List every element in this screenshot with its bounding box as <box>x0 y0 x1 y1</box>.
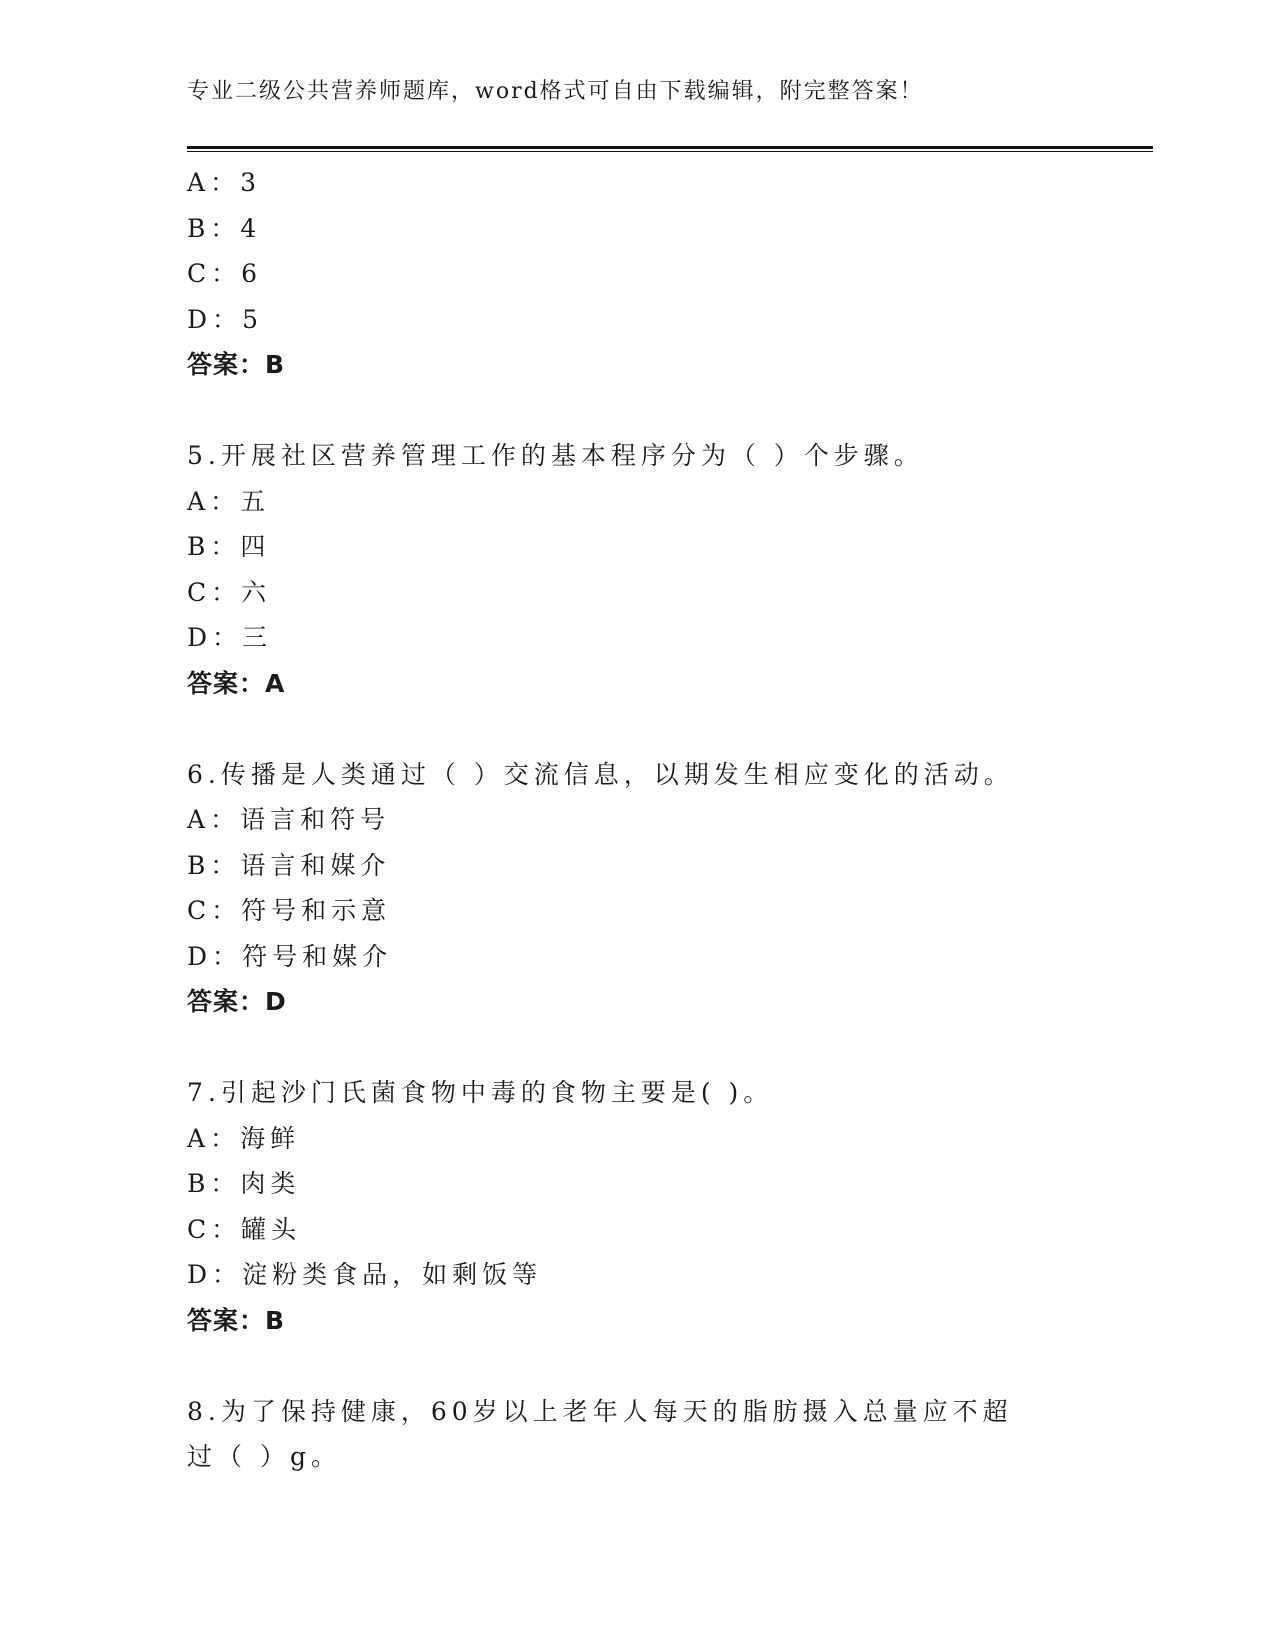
option-c: C：6 <box>187 259 263 288</box>
option-b: B：四 <box>187 532 271 561</box>
question-5 <box>187 433 1153 706</box>
answer: 答案：B <box>187 350 286 379</box>
question-stem: 7.引起沙门氏菌食物中毒的食物主要是( )。 <box>187 1078 774 1107</box>
option-c: C：符号和示意 <box>187 896 392 925</box>
option-a: A：五 <box>187 486 271 516</box>
option-d: D：三 <box>187 623 273 652</box>
header-rule-thick <box>187 146 1153 149</box>
question-list <box>187 160 1153 1480</box>
option-b: B：语言和媒介 <box>187 850 391 880</box>
option-a: A：语言和符号 <box>187 805 391 834</box>
question-8 <box>187 1389 1153 1480</box>
option-a: A：3 <box>187 168 261 197</box>
option-a: A：海鲜 <box>187 1123 301 1153</box>
question-stem: 8.为了保持健康，60岁以上老年人每天的脂肪摄入总量应不超过（ ）g。 <box>187 1396 1013 1471</box>
question-stem: 6.传播是人类通过（ ）交流信息，以期发生相应变化的活动。 <box>187 759 1014 789</box>
question-partial <box>187 160 1153 388</box>
question-stem: 5.开展社区营养管理工作的基本程序分为（ ）个步骤。 <box>187 441 924 470</box>
option-b: B：肉类 <box>187 1169 301 1198</box>
answer: 答案：A <box>187 668 286 698</box>
document-header: 专业二级公共营养师题库，word格式可自由下载编辑，附完整答案！ <box>187 79 924 104</box>
option-d: D：符号和媒介 <box>187 941 393 971</box>
answer: 答案：B <box>187 1305 286 1335</box>
option-c: C：六 <box>187 577 272 607</box>
option-d: D：淀粉类食品，如剩饭等 <box>187 1260 543 1289</box>
option-d: D：5 <box>187 304 263 334</box>
header-rule-thin <box>187 151 1153 152</box>
answer: 答案：D <box>187 987 287 1016</box>
question-6 <box>187 752 1153 1025</box>
option-c: C：罐头 <box>187 1214 302 1244</box>
question-7 <box>187 1070 1153 1343</box>
option-b: B：4 <box>187 213 262 243</box>
